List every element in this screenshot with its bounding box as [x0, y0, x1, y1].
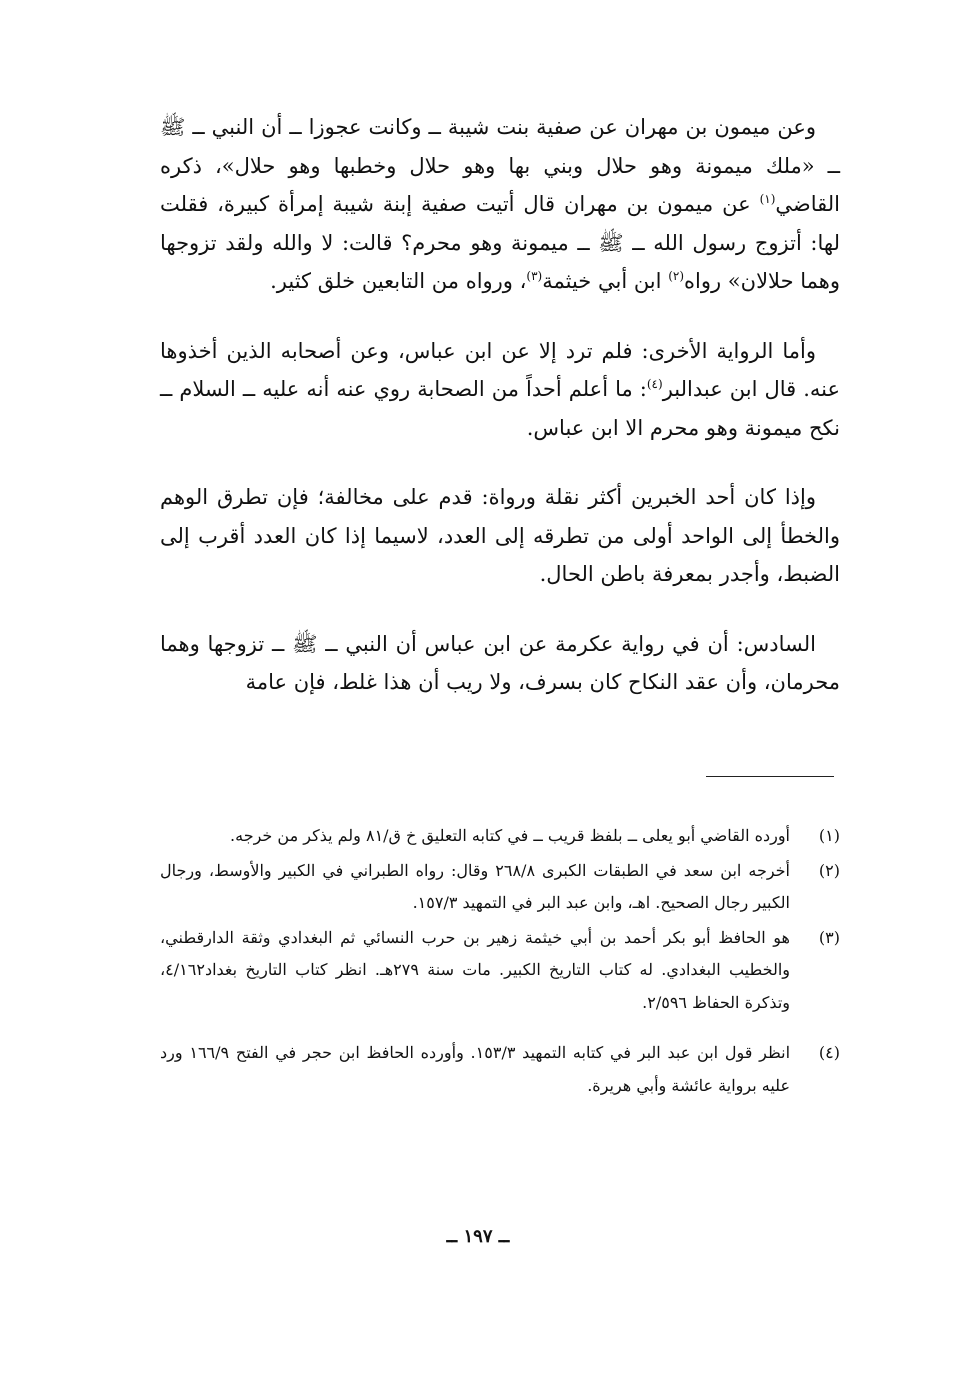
footnote-number: (١) — [818, 826, 840, 845]
text-segment: : ما أعلم أحداً من الصحابة روي عنه أنه عليه ــ السلام ــ نكح ميمونة وهو محرم الا ابن عباس. — [160, 377, 840, 440]
text-segment: السادس: أن في رواية عكرمة عن ابن عباس أن النبي ــ ﷺ ــ تزوجها وهما محرمان، وأن عقد النكاح كان بسرف، ولا ريب أن هذا غلط، فإن عامة — [160, 631, 840, 694]
footnote-ref-4: (٤) — [646, 377, 663, 391]
paragraph-2 — [160, 332, 840, 448]
footnote-separator — [706, 776, 834, 777]
footnote-1 — [160, 820, 840, 853]
text-segment: ، ورواه من التابعين خلق كثير. — [270, 269, 527, 293]
paragraph-4 — [160, 625, 840, 702]
footnotes — [160, 820, 840, 1104]
text-segment: وإذا كان أحد الخبرين أكثر نقلة ورواة: قدم على مخالفة؛ فإن تطرق الوهم والخطأ إلى الواحد أولى من تطرقه إلى العدد، لاسيما إذا كان العدد أقرب إلى الضبط، وأجدر بمعرفة باطن الحال. — [160, 485, 840, 586]
main-text — [160, 108, 840, 733]
footnote-text: انظر قول ابن عبد البر في كتابه التمهيد ١٥٣/٣. وأورده الحافظ ابن حجر في الفتح ١٦٦/٩ ورد عليه برواية عائشة وأبي هريرة. — [160, 1043, 791, 1095]
footnote-number: (٣) — [818, 927, 840, 947]
footnote-ref-2: (٢) — [668, 269, 685, 283]
footnote-4 — [160, 1037, 840, 1102]
footnote-text: أورده القاضي أبو يعلى ــ بلفظ قريب ــ في كتابه التعليق خ ق/٨١ ولم يذكر من خرجه. — [230, 826, 790, 845]
footnote-3 — [160, 922, 840, 1020]
text-segment: عن ميمون بن مهران قال أتيت صفية إبنة شيبة إمرأة كبيرة، فقلت لها: أتزوج رسول الله ــ ﷺ ــ ميمونة وهو محرم؟ قالت: لا والله ولقد تزوجها وهما حلالان» رواه — [160, 192, 840, 293]
footnote-2 — [160, 855, 840, 920]
footnote-number: (٢) — [818, 860, 840, 880]
text-segment: وعن ميمون بن مهران عن صفية بنت شيبة ــ وكانت عجوزا ــ أن النبي ــ ﷺ ــ «ملك ميمونة وهو حلال وبني بها وهو حلال وخطبها وهو حلال»، ذكره القاضي — [160, 115, 840, 216]
text-segment: وأما الرواية الأخرى: فلم ترد إلا عن ابن عباس، وعن أصحابه الذين أخذوها عنه. قال ابن عبدالبر — [160, 338, 841, 401]
footnote-text: هو الحافظ أبو بكر أحمد بن أبي خيثمة زهير بن حرب النسائي ثم البغدادي وثقة الدارقطني، والخطيب البغدادي. له كتاب التاريخ الكبير. مات سنة ٢٧٩هـ. انظر كتاب التاريخ بغداد٤/١٦٢، وتذكرة الحفاظ ٢/٥٩٦. — [160, 927, 790, 1012]
text-segment: ابن أبي خيثمة — [542, 269, 662, 293]
footnote-number: (٤) — [818, 1043, 840, 1062]
footnote-ref-3: (٣) — [526, 269, 543, 283]
paragraph-3 — [160, 478, 840, 594]
paragraph-1 — [160, 108, 840, 301]
footnote-ref-1: (١) — [759, 192, 776, 206]
footnote-text: أخرجه ابن سعد في الطبقات الكبرى ٢٦٨/٨ وقال: رواه الطبراني في الكبير والأوسط، ورجال الكبير رجال الصحيح. اهـ، وابن عبد البر في التمهيد ١٥٧/٣. — [160, 860, 791, 912]
page-number: ــ ١٩٧ ــ — [446, 1226, 510, 1247]
